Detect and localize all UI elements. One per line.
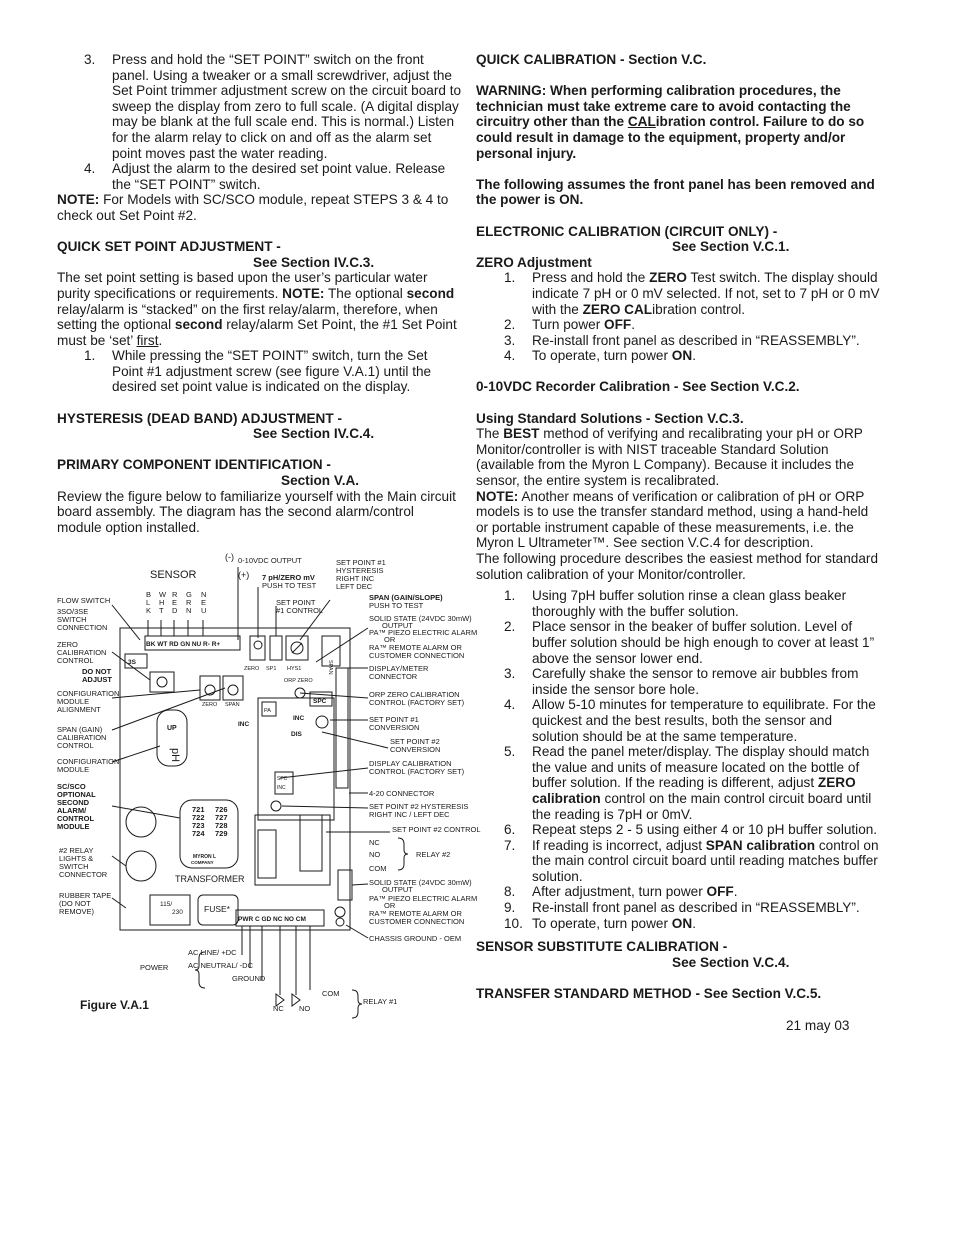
svg-text:CONTROL: CONTROL — [57, 741, 94, 750]
svg-text:OR: OR — [384, 901, 396, 910]
svg-text:ZERO: ZERO — [57, 640, 78, 649]
svg-text:BK WT RD GN NU R- R+: BK WT RD GN NU R- R+ — [146, 641, 221, 648]
svg-text:ZERO: ZERO — [202, 702, 218, 708]
svg-text:ORP ZERO: ORP ZERO — [284, 678, 313, 684]
svg-text:CALIBRATION: CALIBRATION — [57, 648, 107, 657]
svg-text:OR: OR — [384, 635, 396, 644]
step-4 — [57, 161, 462, 192]
zero-step-1: 1. Press and hold the ZERO Test switch. The display should indicate 7 pH or 0 mV selected. If not, set to 7 pH or 0 mV with the ZERO CALibration control. — [504, 270, 880, 317]
svg-text:728: 728 — [215, 821, 228, 830]
svg-text:COM: COM — [322, 989, 340, 998]
warning-paragraph: WARNING: When performing calibration procedures, the technician must take extreme care to avoid contacting the circuitry other than the CALibration control. Failure to do so could result in damage to the equipment, property and/or personal injury. — [476, 83, 865, 161]
recorder-calibration-heading: 0-10VDC Recorder Calibration - See Section V.C.2. — [476, 379, 800, 395]
svg-text:pH: pH — [169, 748, 181, 763]
svg-text:4-20 CONNECTOR: 4-20 CONNECTOR — [369, 789, 435, 798]
svg-text:3S: 3S — [128, 659, 136, 666]
svg-text:CUSTOMER CONNECTION: CUSTOMER CONNECTION — [369, 651, 465, 660]
svg-text:SPAN: SPAN — [225, 702, 240, 708]
svg-text:SET POINT #2: SET POINT #2 — [390, 737, 440, 746]
quick-set-point-heading: QUICK SET POINT ADJUSTMENT - — [57, 239, 281, 255]
svg-text:COMPANY: COMPANY — [191, 860, 214, 865]
svg-text:PA™ PIEZO ELECTRIC ALARM: PA™ PIEZO ELECTRIC ALARM — [369, 894, 478, 903]
svg-text:723: 723 — [192, 821, 205, 830]
step-text: Adjust the alarm to the desired set point value. Release the “SET POINT” switch. — [112, 161, 446, 192]
solution-step-6: 6. Repeat steps 2 - 5 using either 4 or 10 pH buffer solution. — [504, 822, 878, 838]
solution-step-7: 7. If reading is incorrect, adjust SPAN calibration control on the main control circuit board until reading matches buffer solution. — [504, 837, 879, 884]
svg-text:SOLID STATE (24VDC 30mW): SOLID STATE (24VDC 30mW) — [369, 878, 472, 887]
svg-text:OPTIONAL: OPTIONAL — [57, 790, 96, 799]
solution-step-2: 2. Place sensor in the beaker of buffer solution. Level of buffer solution should be high enough to cover at least 1” above the sensor lower end. — [504, 619, 875, 666]
step-number: 4. — [84, 161, 96, 177]
svg-text:726: 726 — [215, 805, 228, 814]
electronic-calibration-see: See Section V.C.1. — [672, 239, 790, 255]
svg-text:(+): (+) — [238, 570, 250, 580]
svg-text:SET POINT #1: SET POINT #1 — [336, 558, 386, 567]
standard-solutions-note: NOTE: Another means of verification or calibration of pH or ORP models is to use the transfer standard method, using a hand-held or portable instrument capable of these measurements, i.e. the Myron L Ultrameter™. See section V.C.4 for description. — [476, 488, 869, 551]
svg-text:SET POINT #2 CONTROL: SET POINT #2 CONTROL — [392, 825, 481, 834]
zero-step-2: 2. Turn power OFF. — [504, 317, 635, 333]
wire-letter: B — [146, 590, 152, 599]
svg-text:PUSH TO TEST: PUSH TO TEST — [369, 601, 424, 610]
svg-text:SECOND: SECOND — [57, 798, 90, 807]
wire-letter: U — [201, 606, 207, 615]
solution-step-1: 1. Using 7pH buffer solution rinse a clean glass beaker thoroughly with the buffer solution. — [504, 588, 847, 619]
solution-step-4: 4. Allow 5-10 minutes for temperature to equilibrate. For the quickest and the best results, both the sensor and solution should be at the same temperature. — [504, 697, 876, 744]
svg-text:ALARM/: ALARM/ — [57, 806, 87, 815]
svg-text:CONFIGURATION: CONFIGURATION — [57, 689, 120, 698]
no-nc-block — [258, 830, 276, 878]
svg-text:230: 230 — [172, 909, 183, 916]
svg-text:724: 724 — [192, 829, 205, 838]
svg-text:722: 722 — [192, 813, 205, 822]
svg-text:727: 727 — [215, 813, 228, 822]
sensor-label: SENSOR — [150, 569, 197, 581]
svg-text:SWITCH: SWITCH — [59, 862, 89, 871]
quick-set-point-paragraph: The set point setting is based upon the user’s particular water purity specifications or requirements. NOTE: The optional second relay/alarm is “stacked” on the first relay/alarm, therefore, when setting the optional second relay/alarm Set Point, the #1 Set Point must be ‘set’ first. — [57, 270, 457, 348]
svg-text:POWER: POWER — [140, 963, 169, 972]
svg-text:PWR C GD NC NO CM: PWR C GD NC NO CM — [238, 916, 306, 923]
svg-text:NC: NC — [273, 1004, 284, 1013]
wire-letter: T — [159, 606, 164, 615]
svg-text:3SO/3SE: 3SO/3SE — [57, 607, 89, 616]
svg-text:SP1: SP1 — [266, 666, 277, 672]
svg-text:(-): (-) — [225, 552, 234, 562]
svg-text:MODULE: MODULE — [57, 822, 90, 831]
circuit-board-diagram — [55, 548, 485, 1023]
svg-text:NO: NO — [299, 1004, 311, 1013]
svg-text:RUBBER TAPE: RUBBER TAPE — [59, 891, 112, 900]
solution-step-5: 5. Read the panel meter/display. The display should match the value and units of measure located on the bottle of buffer solution. If the reading is different, adjust ZERO calibration control on the main control circuit board until the reading is 7pH or 0mV. — [504, 744, 872, 822]
svg-text:SPC: SPC — [277, 776, 288, 782]
wire-letter: L — [146, 598, 151, 607]
svg-text:CONNECTOR: CONNECTOR — [369, 672, 418, 681]
svg-text:PA™ PIEZO ELECTRIC ALARM: PA™ PIEZO ELECTRIC ALARM — [369, 628, 478, 637]
svg-text:SET POINT #1: SET POINT #1 — [369, 715, 419, 724]
svg-text:RELAY #1: RELAY #1 — [363, 997, 398, 1006]
zero-step-4: 4. To operate, turn power ON. — [504, 348, 696, 364]
primary-component-see: Section V.A. — [281, 473, 360, 489]
svg-text:INC: INC — [277, 785, 286, 791]
svg-text:721: 721 — [192, 805, 205, 814]
svg-text:PA: PA — [264, 708, 271, 714]
svg-text:CONNECTION: CONNECTION — [57, 623, 108, 632]
step-text: While pressing the “SET POINT” switch, turn the Set Point #1 adjustment screw (see figure V.A.1) until the desired set point value is indicated on the display. — [112, 348, 432, 395]
wire-letter: D — [172, 606, 178, 615]
zero-step-3: 3. Re-install front panel as described in “REASSEMBLY”. — [504, 332, 860, 348]
solution-step-3: 3. Carefully shake the sensor to remove air bubbles from inside the sensor bore hole. — [504, 666, 859, 697]
svg-text:CONTROL (FACTORY SET): CONTROL (FACTORY SET) — [369, 767, 465, 776]
wire-letter: K — [146, 606, 152, 615]
svg-text:RIGHT INC: RIGHT INC — [336, 574, 375, 583]
svg-text:729: 729 — [215, 829, 228, 838]
svg-text:RELAY #2: RELAY #2 — [416, 850, 451, 859]
svg-text:SPAN (GAIN): SPAN (GAIN) — [57, 725, 103, 734]
svg-text:SPC: SPC — [313, 698, 327, 705]
svg-text:#2 RELAY: #2 RELAY — [59, 846, 94, 855]
step-number: 3. — [84, 52, 96, 67]
svg-text:0-10VDC OUTPUT: 0-10VDC OUTPUT — [238, 556, 302, 565]
svg-text:HYSTERESIS: HYSTERESIS — [336, 566, 384, 575]
standard-solutions-intro: The following procedure describes the easiest method for standard solution calibration of your Monitor/controller. — [476, 551, 878, 582]
svg-text:#1 CONTROL: #1 CONTROL — [276, 606, 324, 615]
svg-text:CONTROL: CONTROL — [57, 656, 94, 665]
svg-text:CHASSIS GROUND - OEM: CHASSIS GROUND - OEM — [369, 934, 462, 943]
svg-text:CUSTOMER CONNECTION: CUSTOMER CONNECTION — [369, 917, 465, 926]
quick-set-point-see: See Section IV.C.3. — [253, 254, 375, 270]
svg-text:UP: UP — [167, 725, 177, 732]
note-paragraph — [57, 192, 462, 223]
wire-letter: W — [159, 590, 167, 599]
svg-text:ADJUST: ADJUST — [82, 675, 113, 684]
voltage-block — [150, 895, 190, 925]
hysteresis-see: See Section IV.C.4. — [253, 426, 375, 442]
svg-text:NC: NC — [369, 838, 380, 847]
wire-letter: N — [201, 590, 207, 599]
zero-adjustment-heading: ZERO Adjustment — [476, 254, 592, 270]
svg-text:SET POINT #2 HYSTERESIS: SET POINT #2 HYSTERESIS — [369, 802, 469, 811]
svg-text:LEFT DEC: LEFT DEC — [336, 582, 373, 591]
svg-text:SPAN (GAIN/SLOPE): SPAN (GAIN/SLOPE) — [369, 593, 443, 602]
svg-text:DIS: DIS — [291, 731, 302, 738]
svg-text:RA™ REMOTE ALARM OR: RA™ REMOTE ALARM OR — [369, 643, 462, 652]
svg-text:NO: NO — [369, 850, 381, 859]
svg-text:CONFIGURATION: CONFIGURATION — [57, 757, 120, 766]
wire-letter: E — [201, 598, 207, 607]
svg-text:CONTROL: CONTROL — [57, 814, 95, 823]
zero-cal-pot — [157, 677, 167, 687]
relay2-module — [300, 815, 322, 871]
wire-letter: G — [186, 590, 192, 599]
svg-text:DISPLAY CALIBRATION: DISPLAY CALIBRATION — [369, 759, 452, 768]
svg-text:115/: 115/ — [160, 901, 173, 908]
sensor-substitute-heading: SENSOR SUBSTITUTE CALIBRATION - — [476, 939, 728, 955]
svg-text:SOLID STATE (24VDC 30mW): SOLID STATE (24VDC 30mW) — [369, 614, 472, 623]
svg-text:INC: INC — [238, 721, 250, 728]
assumption-paragraph: The following assumes the front panel has been removed and the power is ON. — [476, 176, 875, 208]
figure-caption: Figure V.A.1 — [80, 998, 149, 1012]
svg-text:FLOW SWITCH: FLOW SWITCH — [57, 596, 111, 605]
step-number: 1. — [84, 348, 96, 364]
note-text: For Models with SC/SCO module, repeat STEPS 3 & 4 to check out Set Point #2. — [57, 192, 449, 223]
svg-text:CONTROL (FACTORY SET): CONTROL (FACTORY SET) — [369, 698, 465, 707]
step-text: Press and hold the “SET POINT” switch on the front panel. Using a tweaker or a small screwdriver, adjust the Set Point trimmer adjustment screw on the circuit board to sweep the display from zero to full scale. (A digital display may be blank at the full scale end. This is normal.) Listen for the alarm relay to click on and off as the alarm set point moves past the water reading. — [112, 52, 462, 161]
zero-button — [254, 641, 262, 649]
svg-text:DO NOT: DO NOT — [82, 667, 112, 676]
date-stamp: 21 may 03 — [786, 1018, 850, 1033]
step-3 — [57, 52, 462, 161]
standard-solutions-heading: Using Standard Solutions - Section V.C.3. — [476, 410, 744, 426]
wire-letter: N — [186, 606, 192, 615]
svg-text:REMOVE): REMOVE) — [59, 907, 95, 916]
svg-text:RIGHT INC / LEFT DEC: RIGHT INC / LEFT DEC — [369, 810, 450, 819]
svg-text:MYRON L: MYRON L — [193, 854, 217, 860]
hysteresis-heading: HYSTERESIS (DEAD BAND) ADJUSTMENT - — [57, 410, 342, 426]
primary-component-text: Review the figure below to familiarize yourself with the Main circuit board assembly. The diagram has the second alarm/control module option installed. — [57, 488, 456, 535]
svg-text:DISPLAY/METER: DISPLAY/METER — [369, 664, 429, 673]
svg-text:OUTPUT: OUTPUT — [382, 621, 413, 630]
note-label: NOTE: — [57, 192, 100, 208]
svg-text:SWITCH: SWITCH — [57, 615, 87, 624]
wire-letter: H — [159, 598, 165, 607]
svg-text:ORP ZERO CALIBRATION: ORP ZERO CALIBRATION — [369, 690, 460, 699]
electronic-calibration-heading: ELECTRONIC CALIBRATION (CIRCUIT ONLY) - — [476, 223, 778, 239]
set-point-step-1 — [57, 348, 462, 395]
svg-text:CONNECTOR: CONNECTOR — [59, 870, 108, 879]
output-terminal — [250, 636, 265, 660]
svg-text:(DO NOT: (DO NOT — [59, 899, 91, 908]
primary-component-heading: PRIMARY COMPONENT IDENTIFICATION - — [57, 457, 331, 473]
svg-text:AC LINE/ +DC: AC LINE/ +DC — [188, 948, 237, 957]
svg-text:OUTPUT: OUTPUT — [382, 885, 413, 894]
svg-text:FUSE*: FUSE* — [204, 904, 230, 914]
svg-text:RA™ REMOTE ALARM OR: RA™ REMOTE ALARM OR — [369, 909, 462, 918]
svg-text:SPAN: SPAN — [327, 660, 333, 675]
svg-text:SET POINT: SET POINT — [276, 598, 316, 607]
wire-letter: R — [172, 590, 178, 599]
standard-solutions-text: The BEST method of verifying and recalibrating your pH or ORP Monitor/controller is with NIST traceable Standard Solution (available from the Myron L Company). Because it includes the sensor, the entire system is recalibrated. — [476, 426, 863, 489]
solution-step-9: 9. Re-install front panel as described in “REASSEMBLY”. — [504, 900, 860, 916]
svg-text:LIGHTS &: LIGHTS & — [59, 854, 94, 863]
svg-text:CALIBRATION: CALIBRATION — [57, 733, 107, 742]
transfer-standard-heading: TRANSFER STANDARD METHOD - See Section V.C.5. — [476, 986, 822, 1002]
svg-text:TRANSFORMER: TRANSFORMER — [175, 874, 245, 884]
solution-step-8: 8. After adjustment, turn power OFF. — [504, 884, 738, 900]
svg-text:AC NEUTRAL/ -DC: AC NEUTRAL/ -DC — [188, 961, 254, 970]
left-column — [57, 52, 462, 535]
sensor-substitute-see: See Section V.C.4. — [672, 954, 790, 970]
solution-step-10: 10. To operate, turn power ON. — [504, 915, 696, 931]
svg-text:ALIGNMENT: ALIGNMENT — [57, 705, 101, 714]
svg-text:MODULE: MODULE — [57, 765, 90, 774]
svg-text:GROUND: GROUND — [232, 974, 266, 983]
wire-letter: E — [172, 598, 178, 607]
wire-letter: R — [186, 598, 192, 607]
svg-text:CONVERSION: CONVERSION — [369, 723, 420, 732]
svg-text:CONVERSION: CONVERSION — [390, 745, 441, 754]
quick-calibration-heading: QUICK CALIBRATION - Section V.C. — [476, 52, 707, 67]
svg-text:INC: INC — [293, 715, 305, 722]
right-column — [476, 52, 881, 1002]
svg-text:7 pH/ZERO mV: 7 pH/ZERO mV — [262, 573, 315, 582]
svg-text:SC/SCO: SC/SCO — [57, 782, 86, 791]
svg-text:COM: COM — [369, 864, 387, 873]
svg-text:PUSH TO TEST: PUSH TO TEST — [262, 581, 317, 590]
svg-text:HYS1: HYS1 — [287, 666, 302, 672]
svg-text:MODULE: MODULE — [57, 697, 90, 706]
svg-text:ZERO: ZERO — [244, 666, 260, 672]
